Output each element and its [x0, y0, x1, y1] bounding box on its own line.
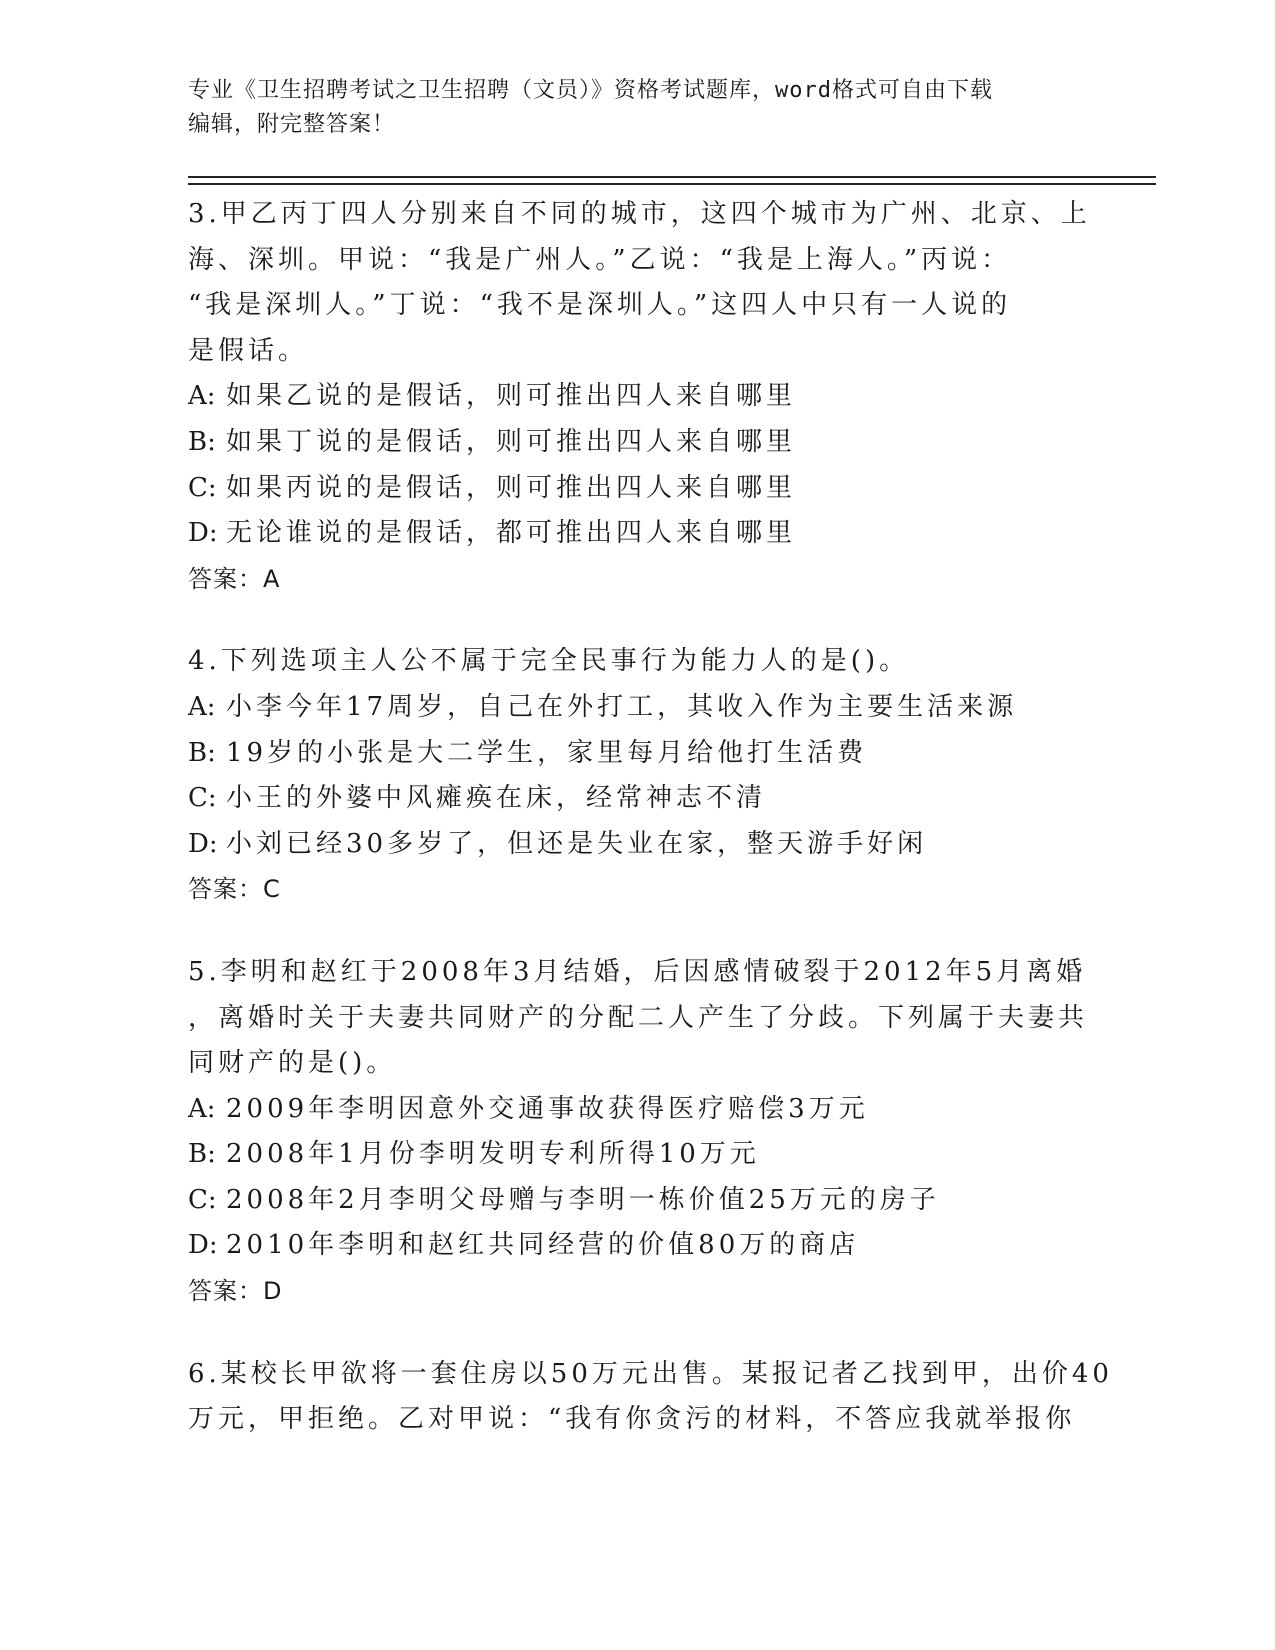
- option-text: 小刘已经30多岁了，但还是失业在家，整天游手好闲: [226, 828, 928, 859]
- option-letter: A:: [188, 691, 216, 722]
- option-letter: A:: [188, 381, 216, 412]
- option-d: [188, 822, 1088, 868]
- option-text: 2008年1月份李明发明专利所得10万元: [226, 1139, 760, 1170]
- question-text-line: ，离婚时关于夫妻共同财产的分配二人产生了分歧。下列属于夫妻共: [188, 1002, 1089, 1033]
- option-letter: C:: [188, 1184, 217, 1215]
- header-divider-bottom: [188, 183, 1156, 185]
- question-text-line: 5.李明和赵红于2008年3月结婚，后因感情破裂于2012年5月离婚: [188, 956, 1087, 987]
- option-letter: D:: [188, 518, 218, 549]
- option-a: [188, 1087, 1088, 1133]
- question-text-line: 6.某校长甲欲将一套住房以50万元出售。某报记者乙找到甲，出价40: [188, 1358, 1113, 1389]
- option-a: [188, 374, 1088, 420]
- option-text: 如果丙说的是假话，则可推出四人来自哪里: [226, 472, 797, 503]
- option-text: 2008年2月李明父母赠与李明一栋价值25万元的房子: [226, 1184, 940, 1215]
- question-6: [188, 1352, 1113, 1443]
- document-header: [188, 74, 1088, 142]
- option-letter: D:: [188, 1230, 218, 1261]
- question-list: [188, 192, 1113, 1480]
- option-letter: C:: [188, 472, 217, 503]
- question-text-line: 4.下列选项主人公不属于完全民事行为能力人的是()。: [188, 646, 910, 677]
- question-4: [188, 639, 1088, 913]
- option-text: 如果丁说的是假话，则可推出四人来自哪里: [226, 426, 797, 457]
- option-b: [188, 731, 1088, 777]
- question-text-line: “我是深圳人。”丁说：“我不是深圳人。”这四人中只有一人说的: [188, 290, 1012, 321]
- question-text-line: 万元，甲拒绝。乙对甲说：“我有你贪污的材料，不答应我就举报你: [188, 1404, 1076, 1435]
- option-letter: B:: [188, 426, 216, 457]
- header-line-1: 专业《卫生招聘考试之卫生招聘（文员）》资格考试题库，word格式可自由下载: [188, 78, 993, 103]
- answer-label: 答案：D: [188, 1277, 283, 1306]
- option-letter: C:: [188, 783, 217, 814]
- header-line-2: 编辑，附完整答案！: [188, 112, 396, 137]
- answer-label: 答案：A: [188, 564, 281, 593]
- question-text-line: 同财产的是()。: [188, 1048, 397, 1079]
- question-3: [188, 192, 1091, 602]
- option-text: 2010年李明和赵红共同经营的价值80万的商店: [226, 1230, 860, 1261]
- option-c: [188, 466, 1088, 512]
- option-text: 小王的外婆中风瘫痪在床，经常神志不清: [226, 783, 767, 814]
- question-text-line: 是假话。: [188, 335, 309, 366]
- header-divider-top: [188, 176, 1156, 178]
- option-text: 如果乙说的是假话，则可推出四人来自哪里: [226, 381, 797, 412]
- question-text-line: 3.甲乙丙丁四人分别来自不同的城市，这四个城市为广州、北京、上: [188, 199, 1091, 229]
- option-letter: D:: [188, 828, 218, 859]
- option-letter: B:: [188, 1139, 216, 1170]
- option-text: 小李今年17周岁，自己在外打工，其收入作为主要生活来源: [226, 691, 1018, 722]
- option-c: [188, 776, 1088, 822]
- option-d: [188, 1223, 1088, 1269]
- option-b: [188, 420, 1088, 466]
- option-b: [188, 1132, 1088, 1178]
- option-c: [188, 1178, 1088, 1224]
- option-text: 无论谁说的是假话，都可推出四人来自哪里: [226, 518, 797, 549]
- question-text-line: 海、深圳。甲说：“我是广州人。”乙说：“我是上海人。”丙说：: [188, 244, 1012, 275]
- option-letter: B:: [188, 737, 216, 768]
- option-letter: A:: [188, 1093, 216, 1124]
- option-a: [188, 685, 1088, 731]
- question-5: [188, 950, 1088, 1315]
- option-text: 19岁的小张是大二学生，家里每月给他打生活费: [226, 737, 868, 768]
- option-text: 2009年李明因意外交通事故获得医疗赔偿3万元: [226, 1093, 869, 1124]
- answer-label: 答案：C: [188, 875, 281, 904]
- option-d: [188, 511, 1088, 557]
